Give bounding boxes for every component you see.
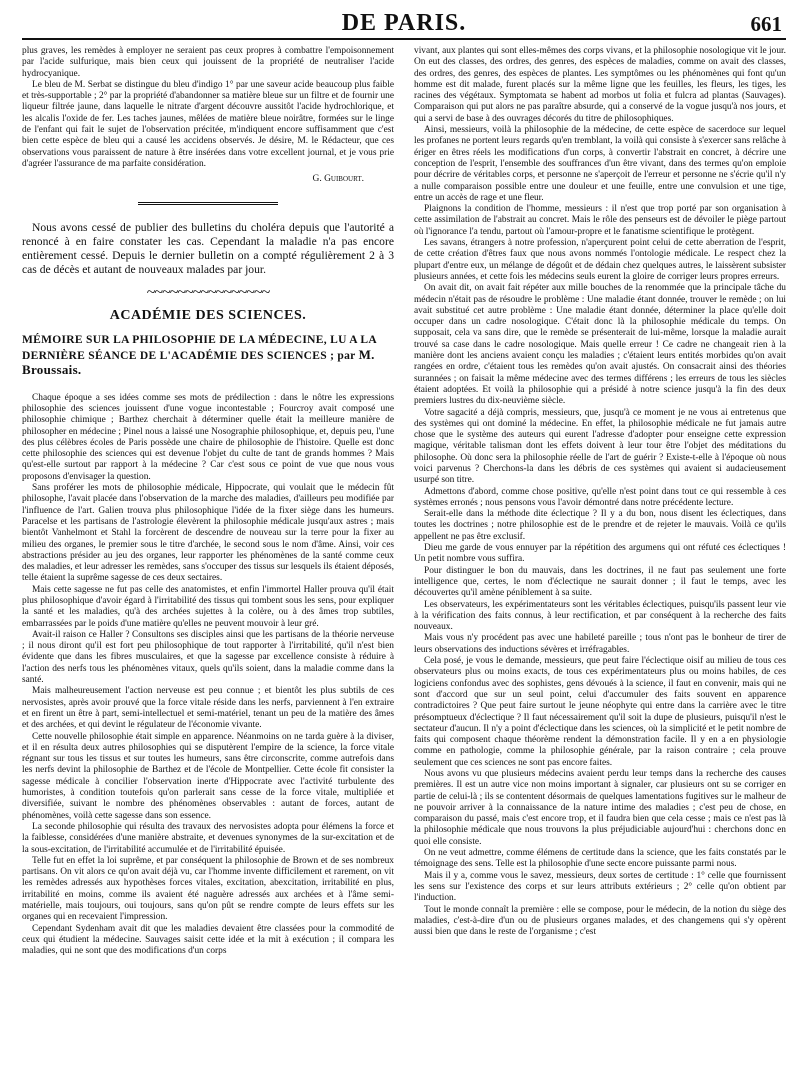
paragraph: vivant, aux plantes qui sont elles-mêmes des corps vivans, et la philosophie nosologique vit le jour. On eut des classes, des ordres, des genres, des espèces de maladies, comme on avait des classes, des ordres, des genres, des espèces de plantes. Les symptômes ou les phénomènes qui font qu'un homme est dit malade, furent placés sur la même ligne que les feuilles, les fleurs, les tiges, les racines des végétaux. Symptomata se habent ad morbos ut folia et fulcra ad plantas (Sauvages). Comparaison qui put alors ne pas paraître absurde, qui a conservé de la vogue jusqu'à nos jours, et qui a servi de base à des ouvrages décorés du titre de philosophiques. xyxy=(414,46,786,124)
paragraph: Ainsi, messieurs, voilà la philosophie de la médecine, de cette espèce de sacerdoce sur lequel les profanes ne portent leurs regards qu'en tremblant, la voilà qui consiste à s'exercer sans relâche à ériger en êtres réels les modifications d'un corps, à convertir l'abstrait en concret, à décrire une conception de l'esprit, l'ensemble des souffrances d'un être vivant, dans des termes qu'on emploie pour décrire de véritables corps, et personne ne s'aperçoit de l'erreur et personne ne s'écrie qu'il n'y a nulle comparaison possible entre une douleur et une feuille, entre une convulsion et une tige, entre un accès de rage et une fleur. xyxy=(414,125,786,203)
section-divider xyxy=(138,202,278,205)
paragraph: Cependant Sydenham avait dit que les maladies devaient être classées pour la commodité de ceux qui étudient la médecine. Sauvages saisit cette idée et la mit à exécution ; il compara les maladies, qui ne sont que des modifications d'un corps xyxy=(22,923,394,957)
memoir-title-text: MÉMOIRE SUR LA PHILOSOPHIE DE LA MÉDECINE, LU A LA DERNIÈRE SÉANCE DE L'ACADÉMIE DES SCIENCES ; par xyxy=(22,334,377,362)
paragraph: On avait dit, on avait fait répéter aux mille bouches de la renommée que la principale tâche du médecin n'était pas de résoudre le problème : Une maladie étant donnée, trouver le remède ; on lui avait substitué cet autre problème : Une maladie étant donnée, déterminer la place qu'elle doit occuper dans un cadre nosologique. C'était donc là la philosophie médicale du temps. On supposait, cela va sans dire, que le remède se présenterait de lui-même, lorsque la maladie aurait trouvé sa case dans le cadre nosologique. Mais quelle erreur ! Ce cadre ne changeait rien à la manière dont les anciens avaient conçu les maladies ; c'étaient leurs entités morbides qu'on avait rangées en ordre, c'étaient tous les remèdes qu'on avait ajustés. On consacrait ainsi des théories surannées ; on faisait la même médecine avec des termes différens ; les erreurs de tous les siècles étaient adoptées. Et voilà la philosophie qui a présidé à notre science jusqu'à la fin des deux premiers lustres du dix-neuvième siècle. xyxy=(414,283,786,407)
paragraph: Chaque époque a ses idées comme ses mots de prédilection : dans le nôtre les expressions philosophie des sciences jouissent d'une vogue incontestable ; Fourcroy avait composé une philosophie chimique ; Barthez cherchait à déterminer quelle était la meilleure manière de philosopher en médecine ; Pinel nous a laissé une Nosographie philosophique, et, depuis peu, l'une des plus célèbres écoles de Paris possède une chaire de philosophie de l'histoire. Quelle est donc cette philosophie des sciences qui est devenue l'objet du culte de tant de grands hommes ? Mais qu'est-elle surtout par rapport à la médecine ? Car c'est sous ce point de vue que nous vous proposons d'envisager la question. xyxy=(22,392,394,482)
paragraph: Le bleu de M. Serbat se distingue du bleu d'indigo 1° par une saveur acide beaucoup plus faible et très-supportable ; 2° par la propriété d'abandonner sa matière bleue sur un filtre et de fournir une liqueur filtrée jaune, dans laquelle le nitrate d'argent découvre aussitôt l'acide hydrochlorique, et les alcalis l'oxide de fer. Les taches jaunes, mêlées de matière bleue noirâtre, formées sur le linge de l'enfant qui fait le sujet de l'observation précitée, m'indiquent encore suffisamment que c'est bien cette espèce de bleu qui a causé les accidens observés. Je désire, M. le Rédacteur, que ces observations vous paraissent de nature à être insérées dans votre excellent journal, et je vous prie d'agréer l'assurance de ma parfaite considération. xyxy=(22,79,394,169)
paragraph: Dieu me garde de vous ennuyer par la répétition des argumens qui ont réfuté ces éclectiques ! Un petit nombre vous suffira. xyxy=(414,543,786,565)
paragraph: Mais il y a, comme vous le savez, messieurs, deux sortes de certitude : 1° celle que fournissent les sens sur l'existence des corps et sur leurs attributs extérieurs ; 2° celle qu'on obtient par l'induction. xyxy=(414,870,786,904)
paragraph: plus graves, les remèdes à employer ne seraient pas ceux propres à combattre l'empoisonnement par l'acide sulfurique, mais bien ceux qui jouissent de la propriété de neutraliser l'acide hydrocyanique. xyxy=(22,46,394,79)
paragraph: On ne veut admettre, comme élémens de certitude dans la science, que les faits constatés par le témoignage des sens. Telle est la philosophie d'une secte encore puissante parmi nous. xyxy=(414,848,786,870)
paragraph: Avait-il raison ce Haller ? Consultons ses disciples ainsi que les partisans de la théorie nerveuse ; il nous diront qu'il est fort peu philosophique de tout rapporter à l'irritabilité, qu'il n'est bien évidente que dans les fibres musculaires, et que la sagesse par excellence consiste à réduire à l'action des nerfs tous les phénomènes vitaux, quels qu'ils soient, dans la maladie comme dans la santé. xyxy=(22,629,394,686)
two-column-body xyxy=(22,46,786,958)
paragraph: Pour distinguer le bon du mauvais, dans les doctrines, il ne faut pas seulement une forte intelligence que, certes, le nom d'éclectique ne saurait donner ; il faut le temps, avec les découvertes qu'il amène péniblement à sa suite. xyxy=(414,565,786,599)
paragraph: Plaignons la condition de l'homme, messieurs : il n'est que trop porté par son organisation à cette assimilation de l'abstrait au concret. Mais le rôle des penseurs est de dévoiler le piège partout où l'ignorance l'a tendu, partout où l'amour-propre et le fanatisme scientifique le protègent. xyxy=(414,204,786,237)
paragraph: Votre sagacité a déjà compris, messieurs, que, jusqu'à ce moment je ne vous ai entretenus que des systèmes qui ont dominé la médecine. En effet, la philosophie médicale ne fut jamais autre chose que le système des auteurs qui eurent l'adresse d'adopter pour enseigne cette expression magique, véritable talisman dont les effets doivent à leur tour être l'objet des méditations du philosophe. Où donc sera la philosophie réelle de l'art de guérir ? Existe-t-elle à l'époque où nous voici parvenus ? Cherchons-la dans les débris de ces systèmes qui avaient si audacieusement usurpé son titre. xyxy=(414,407,786,486)
section-heading: ACADÉMIE DES SCIENCES. xyxy=(109,307,307,323)
page-header xyxy=(22,8,786,40)
paragraph: Nous avons vu que plusieurs médecins avaient perdu leur temps dans la recherche des causes premières. Il est un autre vice non moins important à signaler, car plusieurs ont su se corriger en partie de celui-là ; ils se contentent désormais de quelques lamentations fugitives sur le malheur de ne pouvoir arriver à la connaissance de la nature intime des maladies ; c'est peu de chose, en comparaison du passé, mais c'est encore trop, et il faudra bien que cela cesse ; mais ce n'est pas là la philosophie médicale que nous trouvons la plus préjudiciable aujourd'hui : cherchons donc en quoi elle consiste. xyxy=(414,769,786,847)
paragraph: Mais vous n'y procédent pas avec une habileté pareille ; tous n'ont pas le bonheur de tirer de leurs observations des inductions sévères et irréfragables. xyxy=(414,633,786,655)
paragraph: Mais cette sagesse ne fut pas celle des anatomistes, et enfin l'immortel Haller prouva qu'il était plus philosophique d'avoir égard à l'irritabilité des tissus qui tombent sous les sens, pour expliquer la santé et les maladies, qu'à des archées sujettes à la colère, ou à des âmes trop subtiles, embarrassées par le poids d'une matière qu'elles ne peuvent mouvoir à leur gré. xyxy=(22,584,394,629)
paragraph: Cette nouvelle philosophie était simple en apparence. Néanmoins on ne tarda guère à la diviser, et il en résulta deux autres philosophies qui se disputèrent l'empire de la science, la force vitale régnant sur tous les tissus et sur toutes les humeurs, sans être circonscrite, comme autrefois dans les nerfs devint la philosophie de Barthez et de l'école de Montpellier. Cette école fit consister la sagesse médicale à concilier l'observation inerte d'Hippocrate avec l'activité turbulente des humoristes, à condition toutefois qu'on parlerait sans cesse de la force vitale, multipliée et diversifiée, suivant le nombre des phénomènes observables : autant de forces, autant de phénomènes, voilà cette sagesse dans son essence. xyxy=(22,731,394,821)
signature: G. Guibourt. xyxy=(312,174,364,185)
paragraph: Mais malheureusement l'action nerveuse est peu connue ; et bientôt les plus subtils de ces nervosistes, après avoir prouvé que la force vitale réside dans les nerfs, parviennent à l'en extraire et en firent un être à part, semi-intellectuel et semi-matériel, tenant un peu de la matière des âmes et des archées, et qui devint le régulateur de l'économie vivante. xyxy=(22,686,394,731)
paragraph: Tout le monde connaît la première : elle se compose, pour le médecin, de la notion du siège des maladies, c'est-à-dire d'un ou de plusieurs organes malades, et des changemens qui s'y opèrent aussi bien que dans le reste de l'organisme ; c'est xyxy=(414,904,786,938)
memoir-title xyxy=(22,333,394,379)
paragraph: Sans proférer les mots de philosophie médicale, Hippocrate, qui voulait que le médecin fût philosophe, l'avait placée dans l'observation de la marche des maladies, d'ailleurs peu modifiée par l'influence de l'art. Galien trouva plus philosophique l'idée de la fixer siège dans les humeurs. Paracelse et les partisans de l'astrologie élevèrent la philosophie médicale jusqu'aux astres ; mais bientôt Vanhelmont et Stahl la forcèrent de descendre de nouveau sur la terre pour la fixer au milieu des organes, le premier sous le titre d'archée, le second sous le nom d'âme. Ainsi, voir ces abstractions présider au jeu des organes, leur rapporter les phénomènes de la santé comme ceux des maladies, et leur adresser les remèdes, sans s'occuper des tissus sur lesquels ils étaient déposés, telle étaient la suprême sagesse de ces deux sectaires. xyxy=(22,483,394,584)
paragraph: Telle fut en effet la loi suprême, et par conséquent la philosophie de Brown et de ses nombreux partisans. On vit alors ce qu'on avait déjà vu, car l'homme invente difficilement et rarement, on vit les remèdes adressés aux hypothèses forces vitales, excitation, abexcitation, irritabilité en plus, irritabilité en moins, comme ils avaient été naguère adressés aux archées et à l'âme semi-matérielle, mais toujours, oui toujours, sans qu'on pût se rendre compte de leurs effets sur les organes qui en recevaient l'impression. xyxy=(22,855,394,923)
cholera-notice: Nous avons cessé de publier des bulletins du choléra depuis que l'autorité a renoncé à en faire constater les cas. Cependant la maladie n'a pas encore entièrement cessé. Depuis le dernier bulletin on a compté régulièrement 2 à 3 cas de décès et autant de nouveaux malades par jour. xyxy=(22,220,394,276)
paragraph: Les savans, étrangers à notre profession, n'aperçurent point celui de cette aberration de l'esprit, de cette création d'êtres faux que nous avons nommés l'ontologie médicale. Le respect chez la plupart d'entre eux, un mélange de dégoût et de dédain chez quelques autres, le laissèrent subsister plusieurs années, et cette fois les médecins seuls eurent la gloire de corriger leurs propres erreurs. xyxy=(414,238,786,282)
paragraph: La seconde philosophie qui résulta des travaux des nervosistes adopta pour élémens la force et la faiblesse, considérées d'une manière abstraite, et devenues synonymes de la sur-excitation et de la sous-excitation, de l'irritabilité accumulée et de l'irritabilité épuisée. xyxy=(22,821,394,855)
paragraph: Admettons d'abord, comme chose positive, qu'elle n'est point dans tout ce qui ressemble à ces systèmes erronés ; nous pensons vous l'avoir démontré dans notre précédente lecture. xyxy=(414,486,786,508)
page-number: 661 xyxy=(750,12,782,36)
ornament-divider: ~~~~~~~~~~~~~~~~ xyxy=(146,283,270,301)
paragraph: Les observateurs, les expérimentateurs sont les véritables éclectiques, puisqu'ils passent leur vie à la vérification des faits connus, à leur rectification, et par conséquent à la recherche des faits nouveaux. xyxy=(414,599,786,633)
paragraph: Serait-elle dans la méthode dite éclectique ? Il y a du bon, nous disent les éclectiques, dans toutes les doctrines ; notre philosophie est de le prendre et de rejeter le mauvais. Voilà ce qu'ils appellent ne pas être exclusif. xyxy=(414,509,786,542)
memoir-author: M. Broussais. xyxy=(22,346,375,378)
right-column xyxy=(414,46,786,958)
running-title: DE PARIS. xyxy=(341,10,467,36)
paragraph: Cela posé, je vous le demande, messieurs, que peut faire l'éclectique oisif au milieu de tous ces observateurs plus ou moins exacts, de tous ces expérimentateurs plus ou moins habiles, de ces logiciens confondus avec des sophistes, gens dévoués à la science, il faut en convenir, mais qui ne sont d'accord que sur un seul point, celui d'accumuler des faits souvent en apparence contradictoires ? Que peut faire surtout le jeune néophyte qui entre dans la carrière avec le titre présomptueux d'éclectique ? Il faut nécessairement qu'il soit la dupe de plusieurs, puisqu'il n'est le sectateur d'aucun. Il n'y a point d'éclectique dans les sciences, où la simplicité et le petit nombre de faits qui composent chaque théorème rendent la démonstration facile. Il y en a en physiologie comme en pathologie, comme la philosophie générale, par la raison contraire ; cela prouve seulement que ces sciences ne sont pas encore faites. xyxy=(414,656,786,768)
left-column xyxy=(22,46,394,958)
